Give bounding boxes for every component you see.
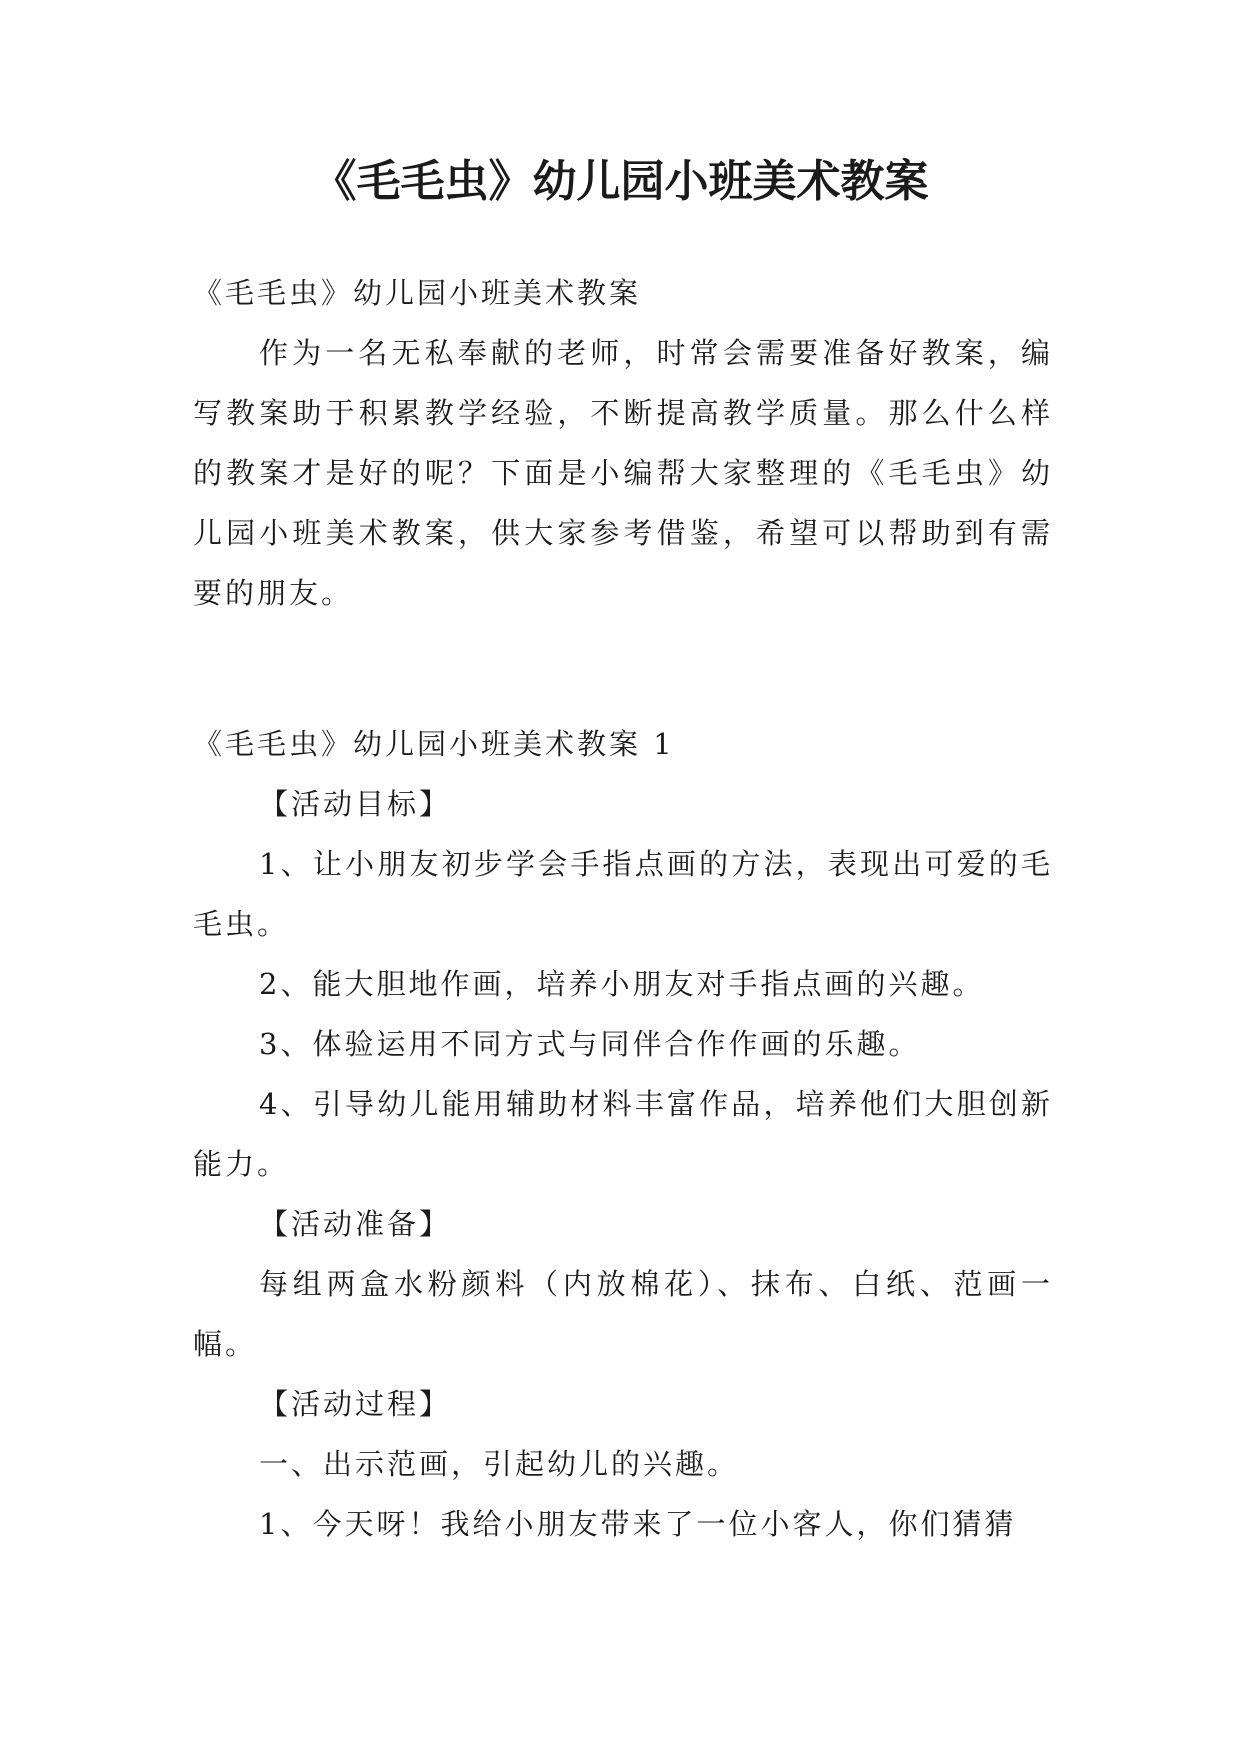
process-heading: 【活动过程】 [259,1387,452,1421]
goals-heading: 【活动目标】 [259,787,452,821]
intro-block [193,263,1053,623]
step-1-1: 1、今天呀！我给小朋友带来了一位小客人，你们猜猜 [259,1507,1017,1541]
intro-paragraph: 作为一名无私奉献的老师，时常会需要准备好教案，编写教案助于积累教学经验，不断提高教学质量。那么什么样的教案才是好的呢？下面是小编帮大家整理的《毛毛虫》幼儿园小班美术教案，供大家参考借鉴，希望可以帮助到有需要的朋友。 [193,336,1053,610]
goal-4: 4、引导幼儿能用辅助材料丰富作品，培养他们大胆创新能力。 [193,1087,1053,1181]
prep-heading: 【活动准备】 [259,1207,452,1241]
intro-subtitle: 《毛毛虫》幼儿园小班美术教案 [193,276,642,310]
step-1: 一、出示范画，引起幼儿的兴趣。 [259,1447,740,1481]
section-1-heading: 《毛毛虫》幼儿园小班美术教案 1 [193,727,675,761]
section-1-block [193,714,1053,1554]
goal-1: 1、让小朋友初步学会手指点画的方法，表现出可爱的毛毛虫。 [193,847,1053,941]
goal-3: 3、体验运用不同方式与同伴合作作画的乐趣。 [259,1027,921,1061]
prep-text: 每组两盒水粉颜料（内放棉花）、抹布、白纸、范画一幅。 [193,1267,1053,1361]
goal-2: 2、能大胆地作画，培养小朋友对手指点画的兴趣。 [259,967,985,1001]
document-title: 《毛毛虫》幼儿园小班美术教案 [312,156,929,207]
